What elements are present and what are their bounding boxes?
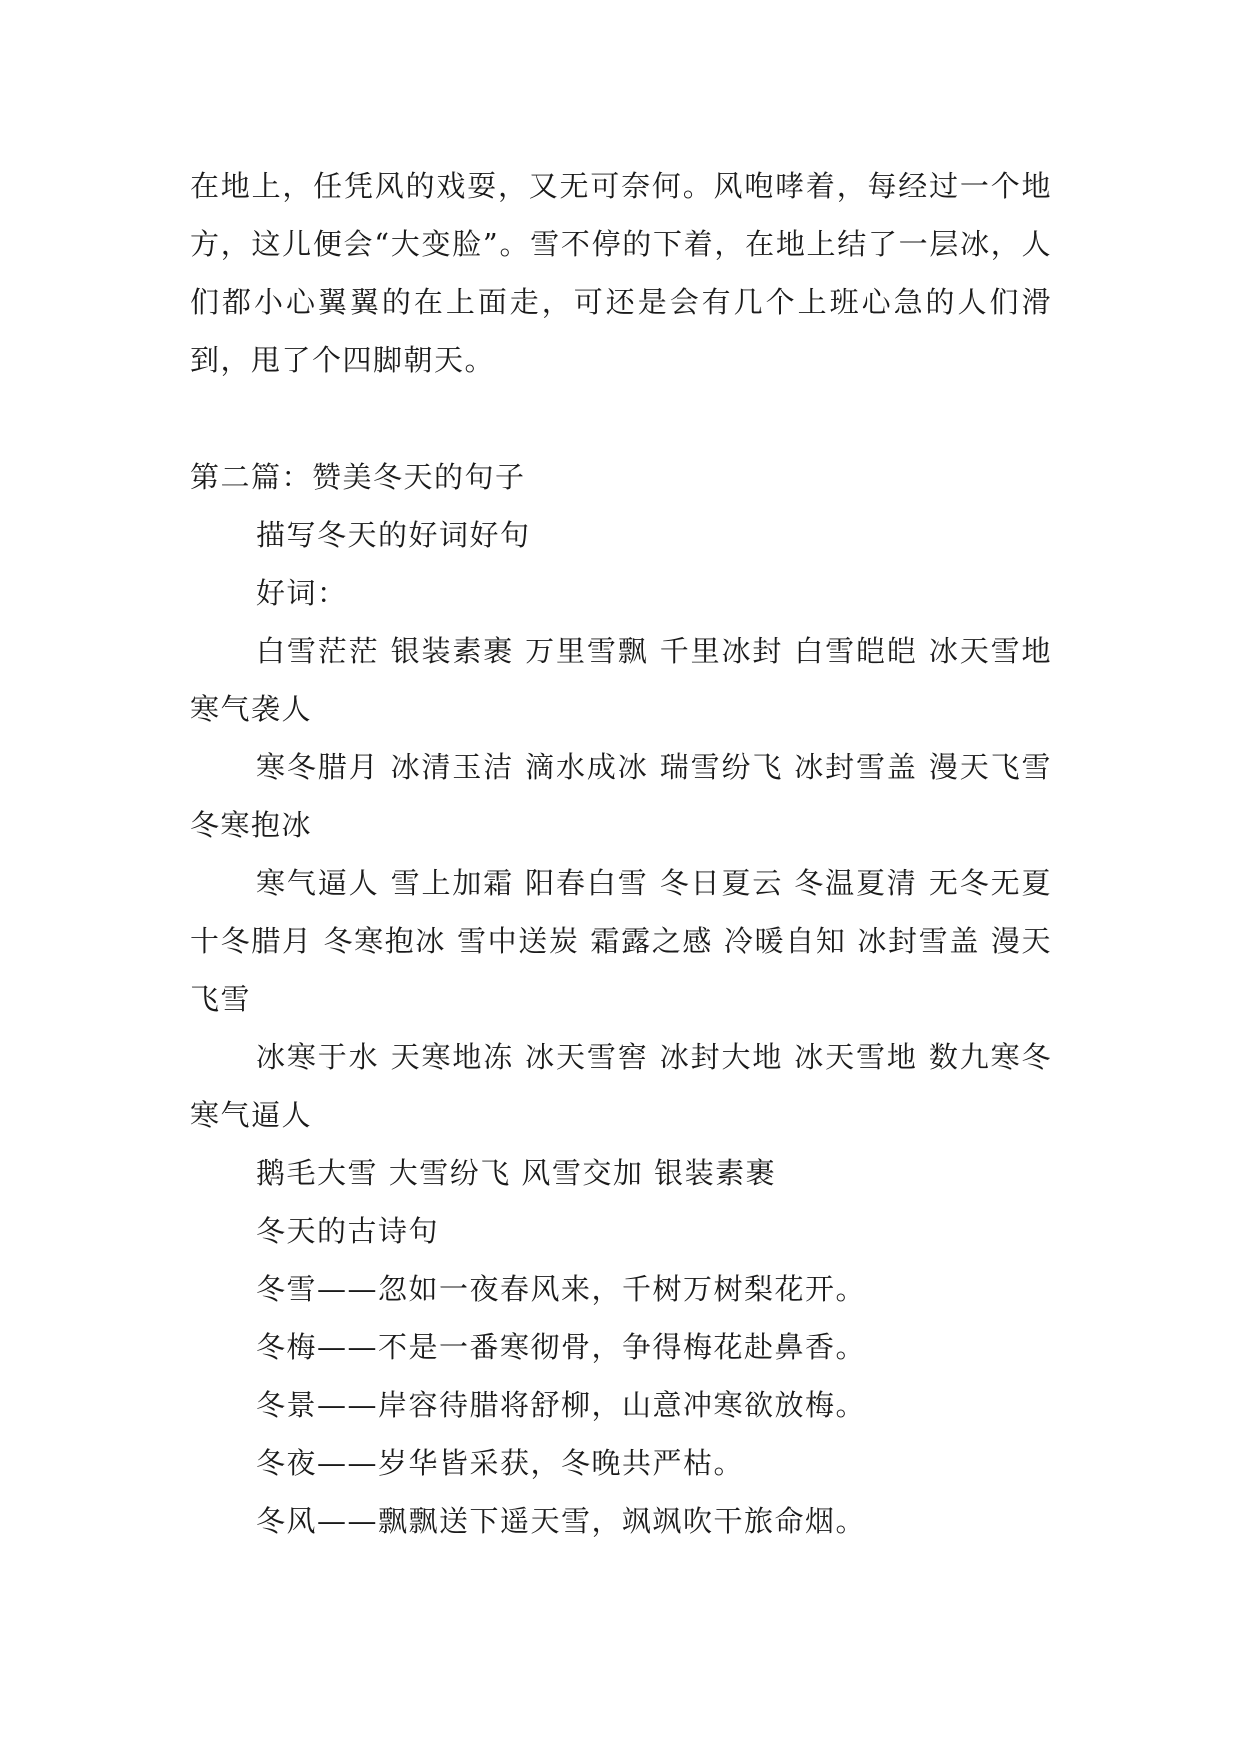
poem-line-scenery: 冬景——岸容待腊将舒柳，山意冲寒欲放梅。 [256, 1388, 867, 1422]
article-section [190, 448, 1074, 1550]
word-group-3: 寒气逼人 雪上加霜 阳春白雪 冬日夏云 冬温夏清 无冬无夏 十冬腊月 冬寒抱冰 雪中送炭 霜露之感 冷暖自知 冰封雪盖 漫天飞雪 [190, 866, 1074, 1016]
word-group-2: 寒冬腊月 冰清玉洁 滴水成冰 瑞雪纷飞 冰封雪盖 漫天飞雪 冬寒抱冰 [190, 750, 1063, 842]
section-heading: 第二篇：赞美冬天的句子 [190, 460, 526, 494]
intro-section [190, 157, 1052, 389]
word-group-1: 白雪茫茫 银装素裹 万里雪飘 千里冰封 白雪皑皑 冰天雪地 寒气袭人 [190, 634, 1063, 726]
poem-line-plum: 冬梅——不是一番寒彻骨，争得梅花赴鼻香。 [256, 1330, 867, 1364]
poem-line-snow: 冬雪——忽如一夜春风来，千树万树梨花开。 [256, 1272, 867, 1306]
label-good-words: 好词： [256, 576, 348, 610]
subheading-poems: 冬天的古诗句 [256, 1214, 440, 1248]
word-group-4: 冰寒于水 天寒地冻 冰天雪窖 冰封大地 冰天雪地 数九寒冬 寒气逼人 [190, 1040, 1063, 1132]
word-group-5: 鹅毛大雪 大雪纷飞 风雪交加 银装素裹 [256, 1156, 777, 1190]
poem-line-wind: 冬风——飘飘送下遥天雪，飒飒吹干旅命烟。 [256, 1504, 867, 1538]
poem-line-night: 冬夜——岁华皆采获，冬晚共严枯。 [256, 1446, 745, 1480]
intro-paragraph: 在地上，任凭风的戏耍，又无可奈何。风咆哮着，每经过一个地方，这儿便会“大变脸”。雪不停的下着，在地上结了一层冰，人们都小心翼翼的在上面走，可还是会有几个上班心急的人们滑到，甩了个四脚朝天。 [190, 169, 1052, 377]
subheading-good-words-sentences: 描写冬天的好词好句 [256, 518, 531, 552]
